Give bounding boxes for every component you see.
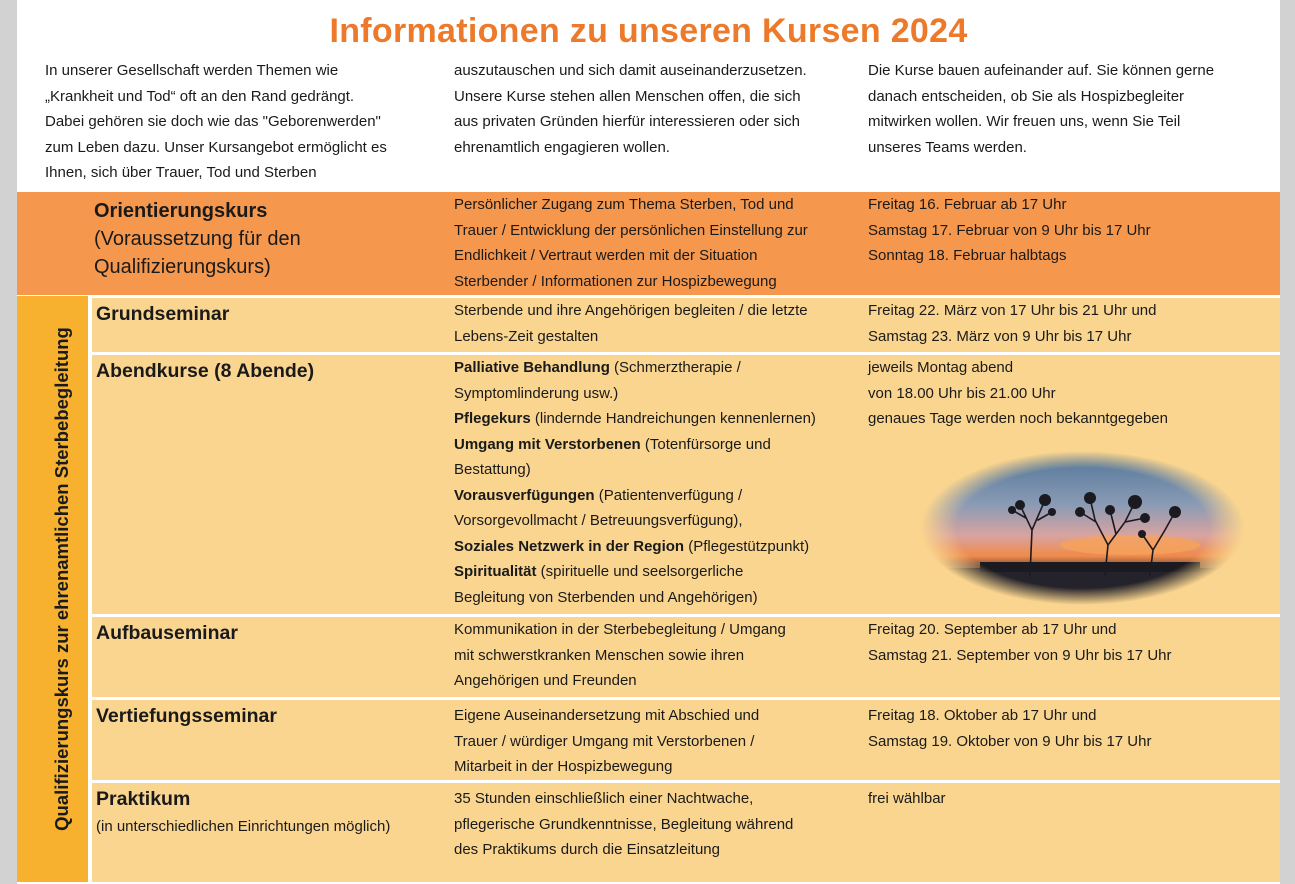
desc-line: Lebens-Zeit gestalten: [454, 327, 599, 345]
course-description: [454, 298, 849, 349]
qualification-sidebar: [17, 296, 88, 882]
intro-line: mitwirken wollen. Wir freuen uns, wenn Sie Teil: [868, 113, 1181, 130]
topic-line: [454, 406, 864, 432]
topic-rest: Symptomlinderung usw.): [454, 384, 619, 402]
intro-line: Dabei gehören sie doch wie das "Geborenwerden": [45, 113, 381, 130]
topic-rest: (Schmerztherapie /: [609, 359, 741, 376]
course-name: Abendkurse (8 Abende): [96, 360, 315, 382]
course-row-vertiefungsseminar: [92, 700, 1280, 780]
course-row-abendkurse: [92, 355, 1280, 614]
date-line: Samstag 17. Februar von 9 Uhr bis 17 Uhr: [868, 221, 1151, 239]
topic-line: [454, 534, 864, 560]
intro-column-3: [868, 58, 1268, 160]
course-dates: [868, 703, 1268, 754]
desc-line: Trauer / Entwicklung der persönlichen Einstellung zur: [454, 221, 808, 239]
topic-line: [454, 585, 864, 611]
course-note: (in unterschiedlichen Einrichtungen möglich): [96, 818, 391, 835]
course-dates: [868, 786, 1268, 812]
topic-bold: Vorausverfügungen: [454, 486, 595, 504]
date-line: Freitag 16. Februar ab 17 Uhr: [868, 196, 1067, 213]
intro-column-1: [45, 58, 445, 186]
date-line: Sonntag 18. Februar halbtags: [868, 247, 1067, 264]
desc-line: Persönlicher Zugang zum Thema Sterben, Tod und: [454, 196, 794, 213]
course-description: [454, 617, 849, 694]
date-line: genaues Tage werden noch bekanntgegeben: [868, 410, 1168, 427]
orientation-dates: [868, 192, 1268, 269]
course-name: Grundseminar: [96, 303, 230, 325]
topic-bold: Spiritualität: [454, 563, 537, 580]
intro-column-2: [454, 58, 854, 160]
course-row-grundseminar: [92, 298, 1280, 352]
date-line: Samstag 23. März von 9 Uhr bis 17 Uhr: [868, 327, 1132, 345]
intro-line: Unsere Kurse stehen allen Menschen offen, die sich: [454, 87, 801, 105]
intro-line: unseres Teams werden.: [868, 138, 1027, 156]
date-line: frei wählbar: [868, 790, 946, 807]
course-name: Praktikum: [96, 788, 191, 810]
topic-line: [454, 432, 864, 458]
topic-bold: Palliative Behandlung: [454, 359, 610, 376]
topic-rest: (spirituelle und seelsorgerliche: [536, 563, 744, 580]
desc-line: Kommunikation in der Sterbebegleitung / Umgang: [454, 621, 786, 638]
intro-line: auszutauschen und sich damit auseinanderzusetzen.: [454, 62, 807, 79]
course-info-page: [17, 0, 1280, 884]
topic-line: [454, 483, 864, 509]
course-row-aufbauseminar: [92, 617, 1280, 697]
intro-line: Ihnen, sich über Trauer, Tod und Sterben: [45, 164, 317, 181]
desc-line: Angehörigen und Freunden: [454, 672, 637, 689]
topic-line: [454, 559, 864, 585]
desc-line: Endlichkeit / Vertraut werden mit der Situation: [454, 247, 758, 264]
course-dates: [868, 298, 1268, 349]
orientation-description: [454, 192, 849, 294]
desc-line: des Praktikums durch die Einsatzleitung: [454, 841, 720, 858]
intro-line: Die Kurse bauen aufeinander auf. Sie können gerne: [868, 62, 1215, 79]
desc-line: Sterbende und ihre Angehörigen begleiten / die letzte: [454, 302, 808, 319]
orientation-course-name: [94, 197, 301, 281]
date-line: Freitag 22. März von 17 Uhr bis 21 Uhr und: [868, 302, 1157, 319]
topic-rest: Vorsorgevollmacht / Betreuungsverfügung),: [454, 512, 743, 529]
course-name: Aufbauseminar: [96, 622, 238, 644]
course-dates: [868, 355, 1268, 432]
topic-line: [454, 457, 864, 483]
topic-rest: (Pflegestützpunkt): [684, 537, 810, 555]
desc-line: Mitarbeit in der Hospizbewegung: [454, 758, 673, 775]
topic-line: [454, 381, 864, 407]
topic-rest: (Patientenverfügung /: [594, 486, 743, 504]
intro-line: In unserer Gesellschaft werden Themen wie: [45, 62, 339, 79]
intro-line: danach entscheiden, ob Sie als Hospizbegleiter: [868, 87, 1185, 105]
sunset-photo: [920, 450, 1245, 606]
topic-bold: Soziales Netzwerk in der Region: [454, 537, 685, 555]
course-row-praktikum: [92, 783, 1280, 882]
topic-rest: Begleitung von Sterbenden und Angehörigen): [454, 588, 758, 606]
date-line: Freitag 18. Oktober ab 17 Uhr und: [868, 707, 1097, 724]
intro-line: „Krankheit und Tod“ oft an den Rand gedrängt.: [45, 87, 355, 105]
orientation-course-row: [17, 192, 1280, 295]
orientation-note-line: Qualifizierungskurs): [94, 256, 271, 278]
topic-rest: (Totenfürsorge und: [640, 435, 771, 453]
date-line: jeweils Montag abend: [868, 359, 1014, 376]
desc-line: 35 Stunden einschließlich einer Nachtwache,: [454, 790, 754, 807]
intro-line: aus privaten Gründen hierfür interessieren oder sich: [454, 113, 801, 130]
course-name: Vertiefungsseminar: [96, 705, 277, 727]
desc-line: Sterbender / Informationen zur Hospizbewegung: [454, 272, 777, 290]
topic-bold: Pflegekurs: [454, 410, 531, 427]
course-description: [454, 703, 849, 780]
course-dates: [868, 617, 1268, 668]
orientation-title: Orientierungskurs: [94, 200, 268, 222]
desc-line: pflegerische Grundkenntnisse, Begleitung während: [454, 815, 794, 833]
topic-bold: Umgang mit Verstorbenen: [454, 435, 641, 453]
course-topics: [454, 355, 864, 610]
date-line: Samstag 19. Oktober von 9 Uhr bis 17 Uhr: [868, 732, 1152, 750]
topic-rest: (lindernde Handreichungen kennenlernen): [530, 410, 816, 427]
intro-line: ehrenamtlich engagieren wollen.: [454, 138, 670, 156]
topic-rest: Bestattung): [454, 461, 531, 478]
orientation-note-line: (Voraussetzung für den: [94, 228, 301, 250]
date-line: Samstag 21. September von 9 Uhr bis 17 Uhr: [868, 646, 1172, 664]
intro-line: zum Leben dazu. Unser Kursangebot ermöglicht es: [45, 138, 387, 156]
course-description: [454, 786, 849, 863]
desc-line: Eigene Auseinandersetzung mit Abschied und: [454, 707, 760, 724]
date-line: Freitag 20. September ab 17 Uhr und: [868, 621, 1117, 638]
desc-line: mit schwerstkranken Menschen sowie ihren: [454, 646, 745, 664]
page-title: Informationen zu unseren Kursen 2024: [329, 12, 968, 50]
sidebar-label: Qualifizierungskurs zur ehrenamtlichen Sterbebegleitung: [51, 327, 72, 831]
topic-line: [454, 355, 864, 381]
desc-line: Trauer / würdiger Umgang mit Verstorbenen /: [454, 732, 755, 750]
date-line: von 18.00 Uhr bis 21.00 Uhr: [868, 384, 1056, 402]
topic-line: [454, 508, 864, 534]
